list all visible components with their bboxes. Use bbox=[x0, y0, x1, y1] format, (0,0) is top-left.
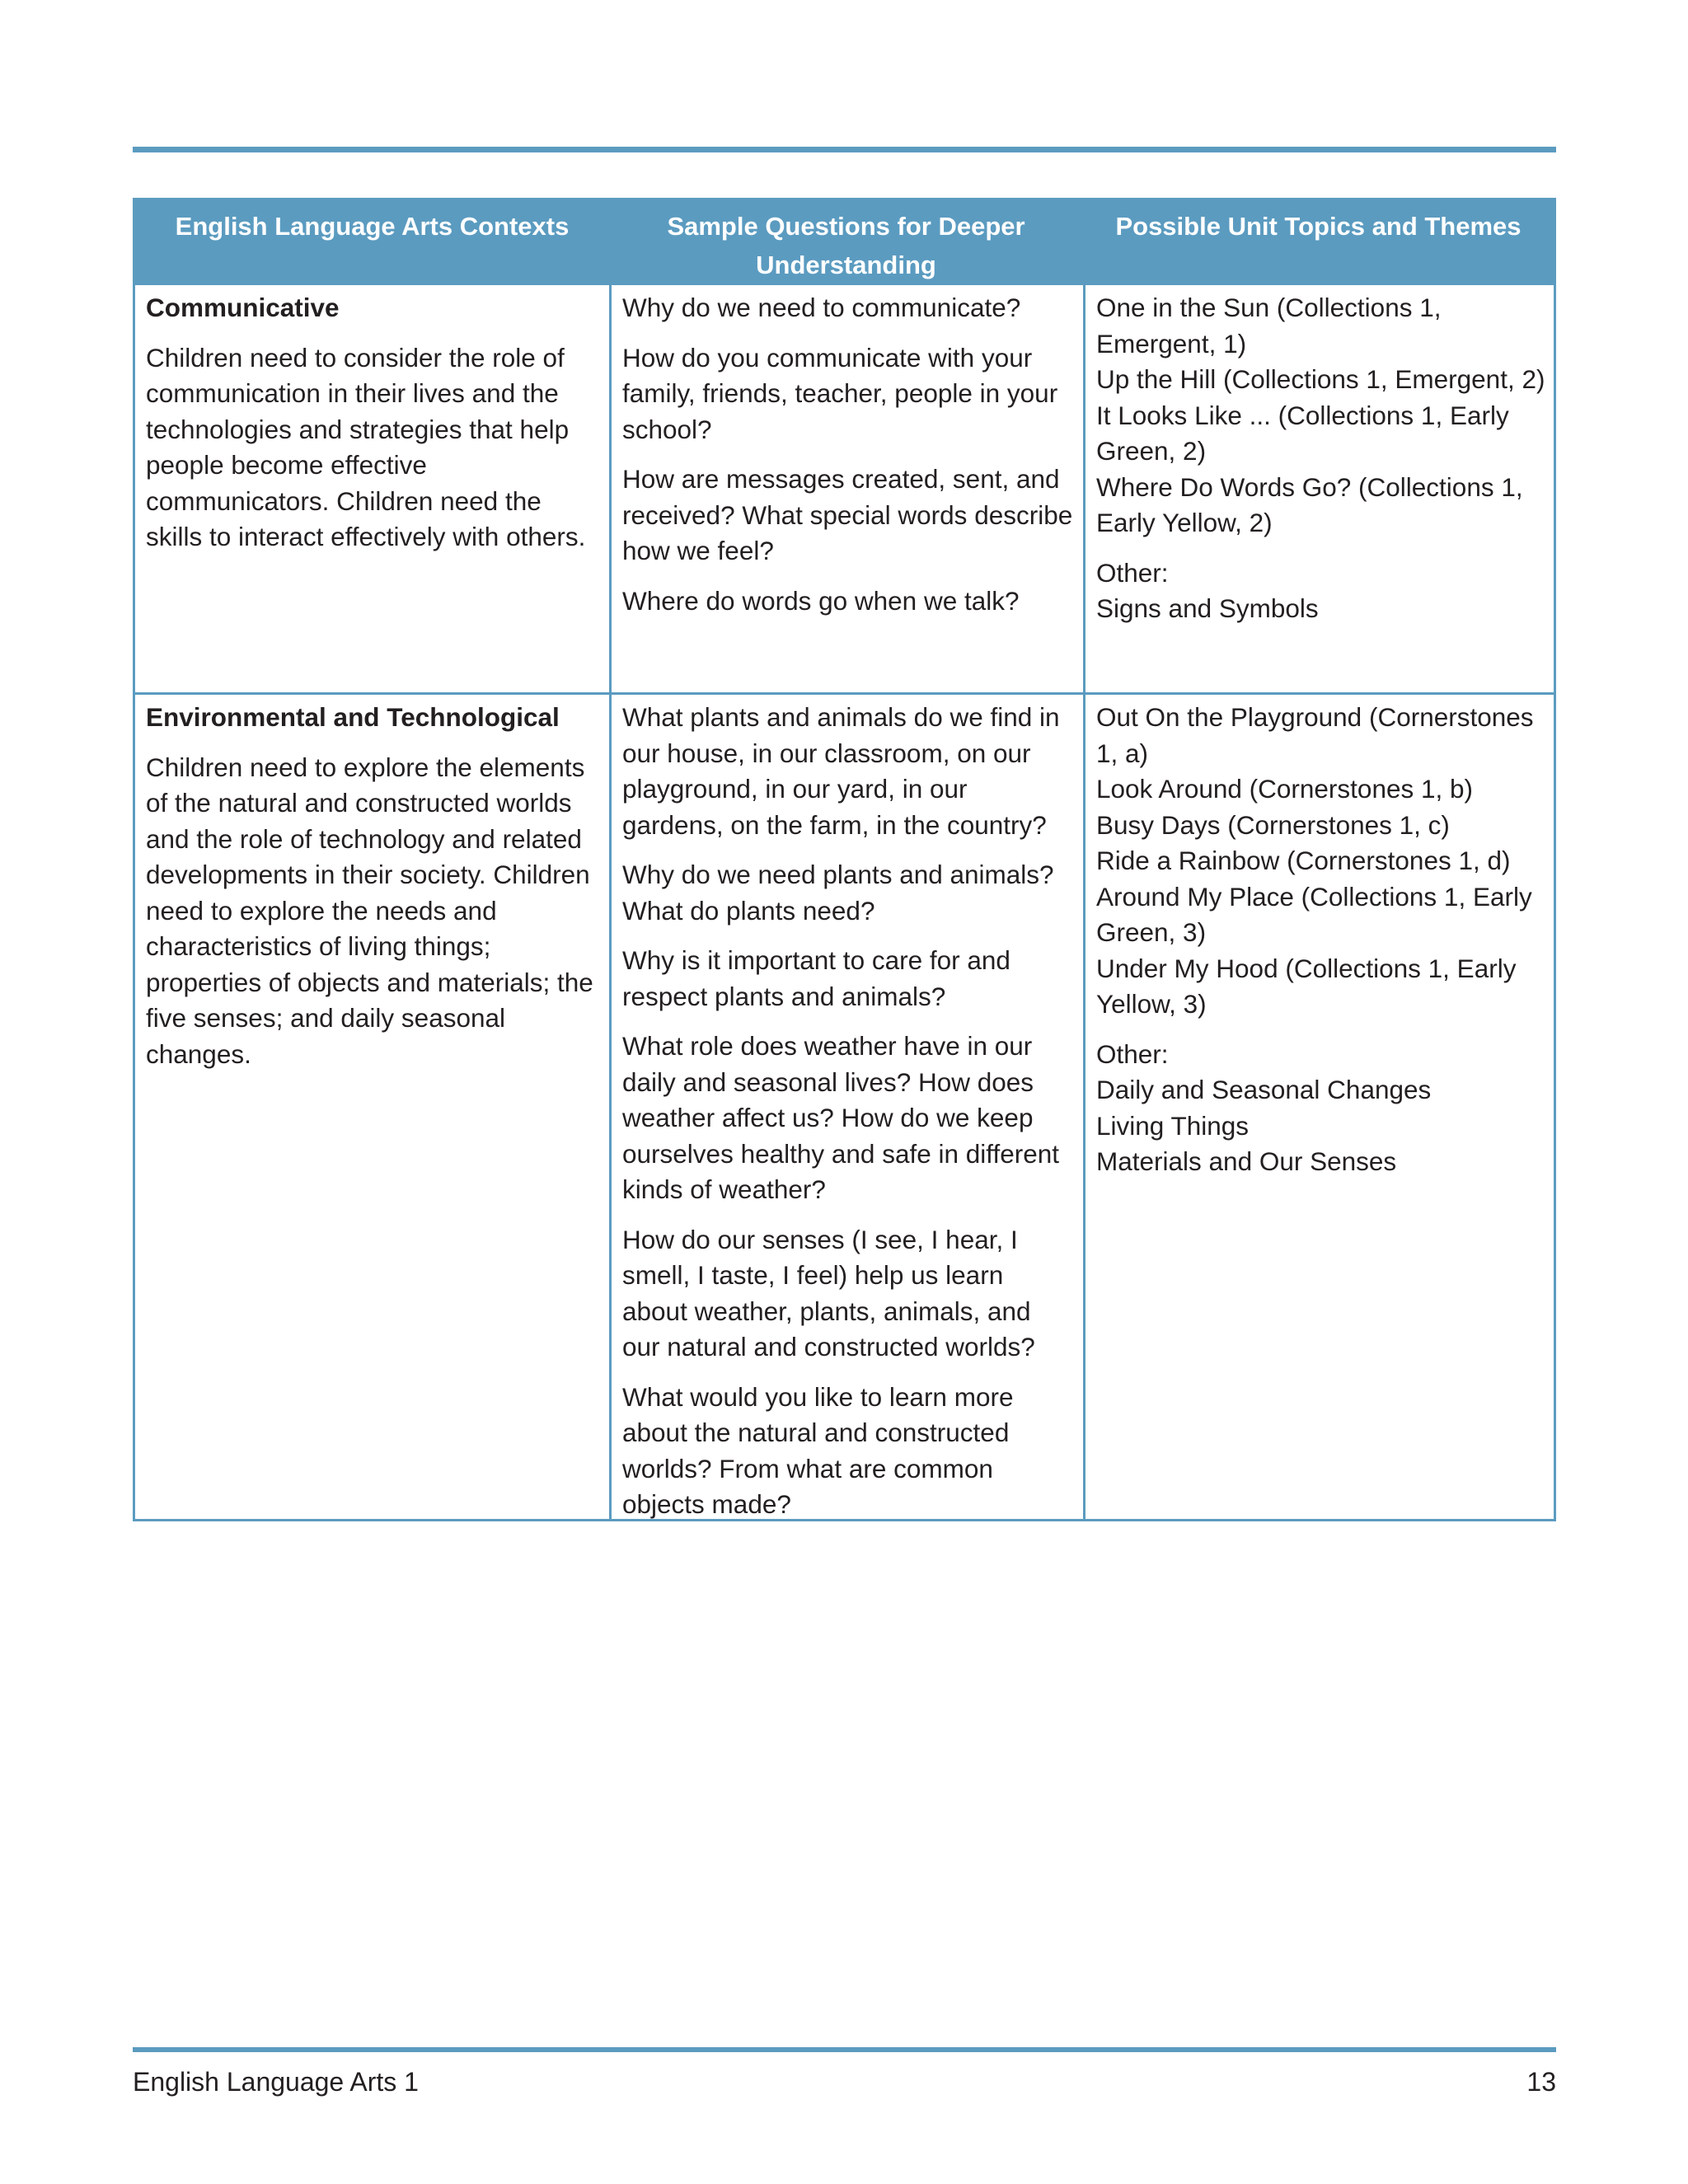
header-contexts: English Language Arts Contexts bbox=[175, 212, 570, 241]
context-text: Children need to explore the elements of the natural and constructed worlds and the role of technology and related developments in their society. Children need to explore the needs and characteristics of living things; properties of objects and materials; the five senses; and daily seasonal changes. bbox=[146, 752, 593, 1069]
other-topic: Signs and Symbols bbox=[1096, 593, 1319, 623]
question: Where do words go when we talk? bbox=[622, 585, 1020, 616]
question: Why do we need to communicate? bbox=[622, 293, 1021, 322]
topic-item: One in the Sun (Collections 1, Emergent, 1) bbox=[1096, 293, 1442, 359]
topic-item: Busy Days (Cornerstones 1, c) bbox=[1096, 809, 1450, 840]
other-label: Other: bbox=[1096, 1038, 1169, 1069]
bottom-rule bbox=[133, 2047, 1556, 2052]
questions-cell bbox=[609, 695, 1083, 1519]
topic-item: Where Do Words Go? (Collections 1, Early Yellow, 2) bbox=[1096, 471, 1523, 537]
question: How do you communicate with your family, friends, teacher, people in your school? bbox=[622, 342, 1058, 444]
header-topics: Possible Unit Topics and Themes bbox=[1115, 212, 1522, 241]
header-questions: Sample Questions for Deeper Understanding bbox=[667, 212, 1025, 279]
top-rule bbox=[133, 147, 1556, 152]
context-text: Children need to consider the role of communication in their lives and the technologies and strategies that help people become effective communicators. Children need the skills to interact effectively with others. bbox=[146, 342, 586, 551]
other-label: Other: bbox=[1096, 557, 1169, 588]
context-cell bbox=[135, 695, 609, 1519]
footer-title: English Language Arts 1 bbox=[133, 2067, 419, 2097]
topic-item: It Looks Like ... (Collections 1, Early Green, 2) bbox=[1096, 400, 1509, 466]
topic-item: Ride a Rainbow (Cornerstones 1, d) bbox=[1096, 846, 1511, 875]
other-topic: Living Things bbox=[1096, 1110, 1250, 1141]
topics-cell bbox=[1083, 285, 1554, 692]
question: What would you like to learn more about the natural and constructed worlds? From what are common objects made? bbox=[622, 1381, 1014, 1519]
context-title: Communicative bbox=[146, 293, 340, 322]
table-row bbox=[135, 283, 1554, 692]
topic-item: Under My Hood (Collections 1, Early Yellow, 3) bbox=[1096, 953, 1517, 1019]
table-header bbox=[135, 200, 1554, 283]
topic-item: Out On the Playground (Cornerstones 1, a) bbox=[1096, 702, 1534, 768]
question: What role does weather have in our daily and seasonal lives? How does weather affect us? How do we keep ourselves healthy and safe in different kinds of weather? bbox=[622, 1031, 1060, 1204]
topic-item: Up the Hill (Collections 1, Emergent, 2) bbox=[1096, 364, 1545, 394]
question: What plants and animals do we find in our house, in our classroom, on our playground, in our yard, in our gardens, on the farm, in the country? bbox=[622, 702, 1060, 840]
context-title: Environmental and Technological bbox=[146, 702, 560, 732]
topics-cell bbox=[1083, 695, 1554, 1519]
other-topic: Daily and Seasonal Changes bbox=[1096, 1075, 1432, 1104]
question: How are messages created, sent, and received? What special words describe how we feel? bbox=[622, 464, 1073, 565]
topic-item: Look Around (Cornerstones 1, b) bbox=[1096, 774, 1474, 804]
context-cell bbox=[135, 285, 609, 692]
table-row bbox=[135, 692, 1554, 1519]
question: Why is it important to care for and respect plants and animals? bbox=[622, 945, 1010, 1011]
page-number: 13 bbox=[1526, 2067, 1556, 2097]
question: Why do we need plants and animals? What do plants need? bbox=[622, 860, 1054, 926]
topic-item: Around My Place (Collections 1, Early Green, 3) bbox=[1096, 881, 1532, 947]
curriculum-table bbox=[133, 198, 1556, 1521]
questions-cell bbox=[609, 285, 1083, 692]
question: How do our senses (I see, I hear, I smell, I taste, I feel) help us learn about weather, plants, animals, and our natural and constructed worlds? bbox=[622, 1224, 1035, 1361]
other-topic: Materials and Our Senses bbox=[1096, 1146, 1397, 1176]
